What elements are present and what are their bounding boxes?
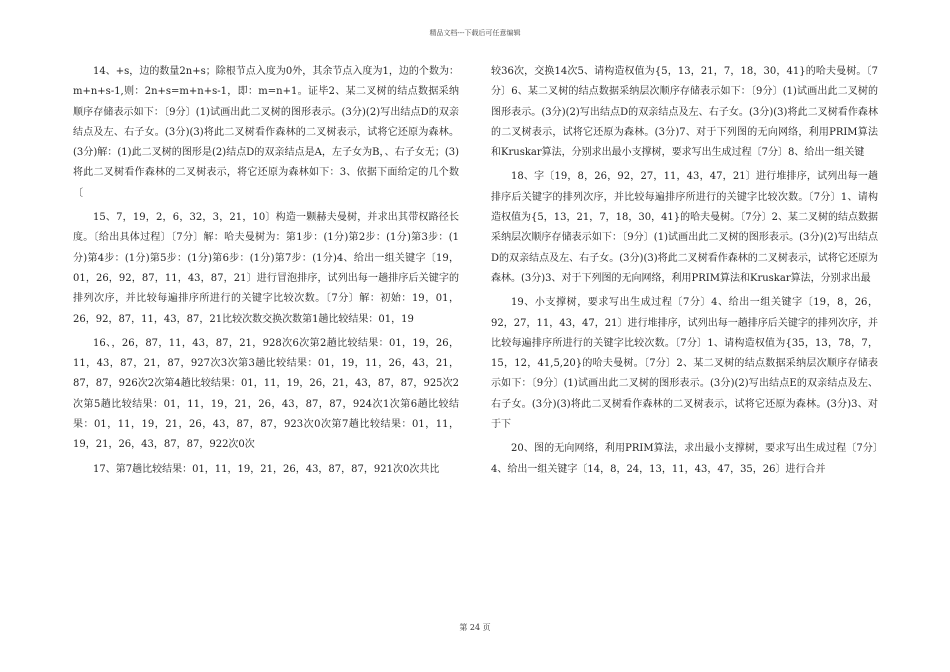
paragraph-15: 15、7，19，2，6，32，3，21，10〕构造一颗赫夫曼树，并求出其带权路径长度。〔给出具体过程〕〔7分〕解：哈夫曼树为：第1步：(1分)第2步：(1分)第3步：(1分)第4步：(1分)第5步：(1分)第6步：(1分)第7步：(1分)4、给出一组关键字〔19，01，26，92，87，11，43，87，21〕进行冒泡排序，试列出每一趟排序后关键字的排列次序，并比较每遍排序所进行的关键字比较次数。〔7分〕解：初始：19，01，26，92，87，11，43，87，21比较次数交换次数第1趟比较结果：01，19	[73, 212, 459, 325]
left-column	[73, 62, 459, 484]
right-column	[491, 62, 878, 484]
paragraph-16: 16、，26，87，11，43，87，21，928次6次第2趟比较结果：01，19，26，11，43，87，21，87，927次3次第3趟比较结果：01，19，11，26，43，21，87，87，926次2次第4趟比较结果：01，11，19，26，21，43，87，87，925次2次第5趟比较结果：01，11，19，21，26，43，87，87，924次1次第6趟比较结果：01，11，19，21，26，43，87，87，923次0次第7趟比较结果：01，11，19，21，26，43，87，87，922次0次	[73, 337, 459, 451]
paragraph-17-continued: 较36次，交换14次5、请构造权值为{5，13，21，7，18，30，41}的哈夫曼树。〔7分〕6、某二叉树的结点数据采纳层次顺序存储表示如下：〔9分〕(1)试画出此二叉树的图形表示。(3分)(2)写出结点D的双亲结点及左、右子女。(3分)(3)将此二叉树看作森林的二叉树表示，试将它还原为森林。(3分)7、对于下列图的无向网络，利用PRIM算法和Kruskar算法，分别求出最小支撑树，要求写出生成过程〔7分〕8、给出一组关键	[491, 66, 878, 159]
paragraph-18: 18、字〔19，8，26，92，27，11，43，47，21〕进行堆排序，试列出每一趟排序后关键字的排列次序，并比较每遍排序所进行的关键字比较次数。〔7分〕1、请构造权值为{5，13，21，7，18，30，41}的哈夫曼树。〔7分〕2、某二叉树的结点数据采纳层次顺序存储表示如下：〔9分〕(1)试画出此二叉树的图形表示。(3分)(2)写出结点D的双亲结点及左、右子女。(3分)(3)将此二叉树看作森林的二叉树表示，试将它还原为森林。(3分)3、对于下列图的无向网络，利用PRIM算法和Kruskar算法，分别求出最	[491, 171, 878, 284]
paragraph-19: 19、小支撑树，要求写出生成过程〔7分〕4、给出一组关键字〔19，8，26，92，27，11，43，47，21〕进行堆排序，试列出每一趟排序后关键字的排列次序，并比较每遍排序所进行的关键字比较次数。〔7分〕1、请构造权值为{35，13，78，7，15，12，41,5,20}的哈夫曼树。〔7分〕2、某二叉树的结点数据采纳层次顺序存储表示如下：〔9分〕(1)试画出此二叉树的图形表示。(3分)(2)写出结点E的双亲结点及左、右子女。(3分)(3)将此二叉树看作森林的二叉树表示，试将它还原为森林。(3分)3、对于下	[491, 297, 878, 431]
page-header: 精品文档---下载后可任意编辑	[429, 29, 521, 37]
paragraph-17: 17、第7趟比较结果：01，11，19，21，26，43，87，87，921次0次共比	[93, 463, 440, 475]
page-number: 第 24 页	[459, 623, 491, 632]
paragraph-14: 14、+s，边的数量2n+s；除根节点入度为0外，其余节点入度为1，边的个数为：m+n+s-1,则：2n+s=m+n+s-1，即：m=n+1。证毕2、某二叉树的结点数据采纳顺序存储表示如下：〔9分〕(1)试画出此二叉树的图形表示。(3分)(2)写出结点D的双亲结点及左、右子女。(3分)(3)将此二叉树看作森林的二叉树表示，试将它还原为森林。(3分)解：(1)此二叉树的图形是(2)结点D的双亲结点是A，左子女为B，、右子女无；(3)将此二叉树看作森林的二叉树表示，将它还原为森林如下：3、依据下面给定的几个数〔	[73, 66, 459, 199]
paragraph-20: 20、图的无向网络，利用PRIM算法，求出最小支撑树，要求写出生成过程〔7分〕4、给出一组关键字〔14，8，24，13，11，43，47，35，26〕进行合并	[491, 443, 878, 475]
